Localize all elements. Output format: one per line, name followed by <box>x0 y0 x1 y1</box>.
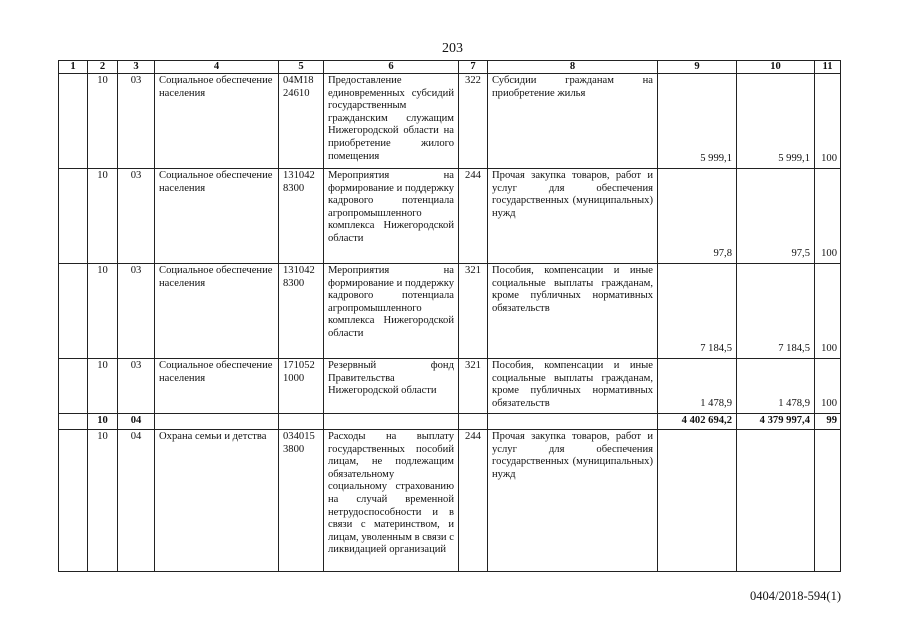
cell-expense-name: Пособия, компенсации и иные социальные выплаты гражданам, кроме публичных нормативных обязательств <box>488 264 658 359</box>
cell-section: 10 <box>88 430 118 572</box>
target-code-part: 8300 <box>283 182 305 194</box>
cell-section: 10 <box>88 414 118 430</box>
column-header: 10 <box>737 61 815 74</box>
target-code-part: 8300 <box>283 277 305 289</box>
cell-target-code <box>279 264 324 359</box>
column-number-row <box>59 61 841 74</box>
column-header: 9 <box>658 61 737 74</box>
cell-col1 <box>59 169 88 264</box>
table-row <box>59 430 841 572</box>
target-code-part: 034015 <box>283 431 315 442</box>
cell-planned-amount: 5 999,1 <box>658 74 737 169</box>
cell-section-name: Социальное обеспечение населения <box>155 264 279 359</box>
cell-percent <box>815 430 841 572</box>
column-header: 8 <box>488 61 658 74</box>
cell-expense-type: 321 <box>459 359 488 414</box>
cell-expense-name: Пособия, компенсации и иные социальные выплаты гражданам, кроме публичных нормативных обязательств <box>488 359 658 414</box>
cell-percent: 100 <box>815 169 841 264</box>
subtotal-row <box>59 414 841 430</box>
cell-actual-amount: 5 999,1 <box>737 74 815 169</box>
cell-expense-type: 244 <box>459 430 488 572</box>
table-row <box>59 169 841 264</box>
cell-target-code <box>279 74 324 169</box>
cell-target-name: Мероприятия на формирование и поддержку кадрового потенциала агропромышленного комплекса Нижегородской области <box>324 169 459 264</box>
cell-actual-amount <box>737 430 815 572</box>
cell-planned-amount: 7 184,5 <box>658 264 737 359</box>
cell-expense-name <box>488 414 658 430</box>
cell-subsection: 04 <box>118 430 155 572</box>
cell-planned-amount: 97,8 <box>658 169 737 264</box>
cell-planned-amount: 4 402 694,2 <box>658 414 737 430</box>
cell-expense-type: 244 <box>459 169 488 264</box>
cell-target-code <box>279 430 324 572</box>
cell-expense-name: Прочая закупка товаров, работ и услуг для обеспечения государственных (муниципальных) нужд <box>488 430 658 572</box>
target-code-part: 04М18 <box>283 75 314 86</box>
target-code-part: 24610 <box>283 87 310 99</box>
page-number: 203 <box>442 41 463 56</box>
cell-percent: 100 <box>815 359 841 414</box>
cell-target-name: Предоставление единовременных субсидий государственным гражданским служащим Нижегородской области на приобретение жилого помещения <box>324 74 459 169</box>
cell-section-name: Охрана семьи и детства <box>155 430 279 572</box>
table-row <box>59 264 841 359</box>
cell-subsection: 03 <box>118 74 155 169</box>
cell-target-name: Резервный фонд Правительства Нижегородской области <box>324 359 459 414</box>
target-code-part: 1000 <box>283 372 305 384</box>
cell-percent: 99 <box>815 414 841 430</box>
cell-section: 10 <box>88 264 118 359</box>
cell-section: 10 <box>88 74 118 169</box>
cell-percent: 100 <box>815 74 841 169</box>
target-code-part: 131042 <box>283 170 315 181</box>
budget-table <box>58 60 841 572</box>
document-code: 0404/2018-594(1) <box>750 589 841 603</box>
cell-actual-amount: 7 184,5 <box>737 264 815 359</box>
cell-section: 10 <box>88 169 118 264</box>
cell-expense-type: 322 <box>459 74 488 169</box>
cell-col1 <box>59 264 88 359</box>
column-header: 6 <box>324 61 459 74</box>
table-row <box>59 74 841 169</box>
cell-expense-name: Субсидии гражданам на приобретение жилья <box>488 74 658 169</box>
cell-actual-amount: 97,5 <box>737 169 815 264</box>
table-row <box>59 359 841 414</box>
column-header: 5 <box>279 61 324 74</box>
cell-percent: 100 <box>815 264 841 359</box>
cell-target-name: Расходы на выплату государственных пособий лицам, не подлежащим обязательному социальному страхованию на случай временной нетрудоспособности и в связи с материнством, и лицам, уволенным в связи с ликвидацией организаций <box>324 430 459 572</box>
cell-section-name: Социальное обеспечение населения <box>155 169 279 264</box>
cell-section-name: Социальное обеспечение населения <box>155 359 279 414</box>
cell-target-code <box>279 414 324 430</box>
cell-actual-amount: 1 478,9 <box>737 359 815 414</box>
cell-actual-amount: 4 379 997,4 <box>737 414 815 430</box>
cell-subsection: 04 <box>118 414 155 430</box>
target-code-part: 3800 <box>283 443 305 455</box>
cell-target-code <box>279 169 324 264</box>
cell-target-name: Мероприятия на формирование и поддержку кадрового потенциала агропромышленного комплекса Нижегородской области <box>324 264 459 359</box>
cell-subsection: 03 <box>118 359 155 414</box>
cell-planned-amount <box>658 430 737 572</box>
cell-planned-amount: 1 478,9 <box>658 359 737 414</box>
cell-subsection: 03 <box>118 264 155 359</box>
cell-target-code <box>279 359 324 414</box>
target-code-part: 131042 <box>283 265 315 276</box>
cell-target-name <box>324 414 459 430</box>
column-header: 2 <box>88 61 118 74</box>
column-header: 7 <box>459 61 488 74</box>
cell-section-name <box>155 414 279 430</box>
cell-section-name: Социальное обеспечение населения <box>155 74 279 169</box>
cell-expense-type <box>459 414 488 430</box>
cell-expense-name: Прочая закупка товаров, работ и услуг для обеспечения государственных (муниципальных) нужд <box>488 169 658 264</box>
cell-col1 <box>59 430 88 572</box>
column-header: 11 <box>815 61 841 74</box>
cell-col1 <box>59 359 88 414</box>
target-code-part: 171052 <box>283 360 315 371</box>
cell-expense-type: 321 <box>459 264 488 359</box>
column-header: 3 <box>118 61 155 74</box>
column-header: 1 <box>59 61 88 74</box>
cell-col1 <box>59 74 88 169</box>
column-header: 4 <box>155 61 279 74</box>
cell-section: 10 <box>88 359 118 414</box>
cell-subsection: 03 <box>118 169 155 264</box>
cell-col1 <box>59 414 88 430</box>
